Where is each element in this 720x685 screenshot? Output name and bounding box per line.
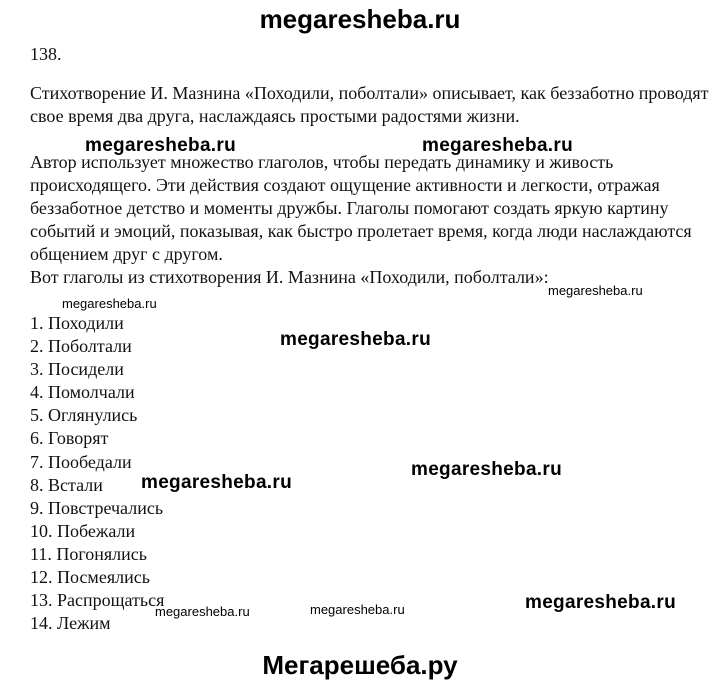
list-item: 2. Поболтали — [30, 336, 132, 357]
analysis-paragraph: Автор использует множество глаголов, чтобы передать динамику и живость происходящего. Эти действия создают ощущение активности и легкости, отражая беззаботное детство и моменты дружбы. Глаголы помогают создать яркую картину событий и эмоций, показывая, как быстро пролетает время, когда люди наслаждаются общением друг с другом. — [30, 152, 692, 264]
watermark: megaresheba.ru — [525, 592, 676, 613]
list-item: 9. Повстречались — [30, 497, 164, 518]
watermark: megaresheba.ru — [422, 135, 573, 156]
watermark: megaresheba.ru — [280, 329, 431, 350]
watermark-small: megaresheba.ru — [62, 296, 157, 311]
list-item: 3. Посидели — [30, 359, 124, 380]
task-number: 138. — [30, 44, 62, 64]
site-footer: Мегарешеба.ру — [262, 650, 458, 680]
list-item: 11. Погонялись — [30, 543, 147, 564]
list-item: 1. Походили — [30, 313, 124, 333]
list-item: 13. Распрощаться — [30, 590, 165, 611]
list-item: 5. Оглянулись — [30, 405, 138, 426]
list-item: 6. Говорят — [30, 428, 109, 449]
list-item: 12. Посмеялись — [30, 567, 150, 588]
list-item: 8. Встали — [30, 474, 103, 495]
list-item: 4. Помолчали — [30, 382, 135, 403]
watermark: megaresheba.ru — [85, 135, 236, 156]
watermark-small: megaresheba.ru — [548, 283, 643, 298]
list-item: 7. Пообедали — [30, 451, 132, 472]
list-intro-paragraph: Вот глаголы из стихотворения И. Мазнина «Походили, поболтали»: — [30, 267, 549, 287]
intro-paragraph: Стихотворение И. Мазнина «Походили, поболтали» описывает, как беззаботно проводят свое время два друга, наслаждаясь простыми радостями жизни. — [30, 83, 709, 126]
watermark-small: megaresheba.ru — [155, 604, 250, 619]
watermark: megaresheba.ru — [411, 459, 562, 480]
watermark-small: megaresheba.ru — [310, 602, 405, 617]
list-item: 14. Лежим — [30, 613, 111, 634]
watermark: megaresheba.ru — [141, 472, 292, 493]
list-item: 10. Побежали — [30, 520, 136, 541]
site-header: megaresheba.ru — [259, 4, 461, 34]
